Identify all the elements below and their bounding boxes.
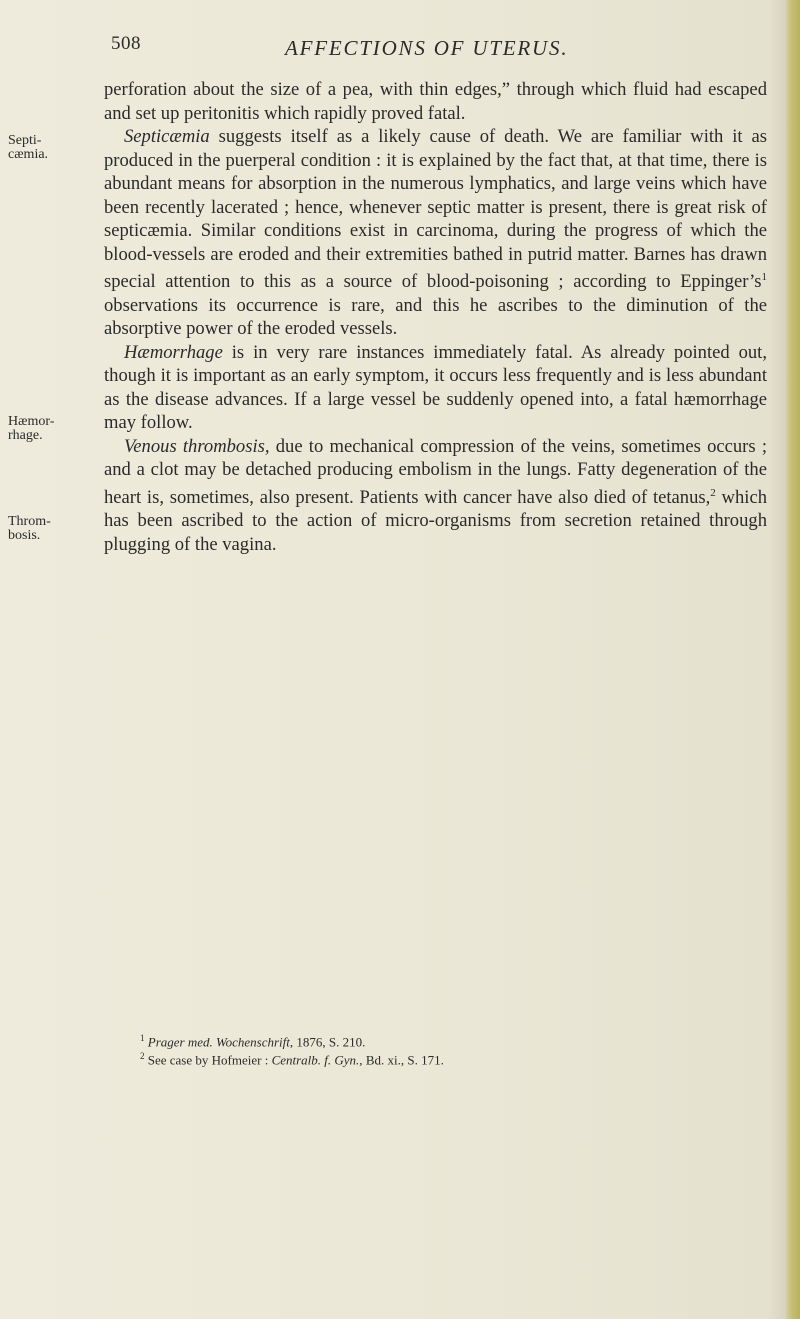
side-note-line: Hæmor- [8,414,55,429]
paragraph-text: which has been ascribed to the action of micro-organisms from secretion retained through plugging of the vagina. [104,486,767,555]
paragraph-text: observations its occurrence is rare, and this he ascribes to the diminution of the absorptive power of the eroded vessels. [104,294,767,340]
paragraph-septicaemia [104,125,767,341]
side-note-thrombosis [8,515,88,543]
running-head: AFFECTIONS OF UTERUS. [285,36,569,60]
paragraph-1 [104,78,767,125]
term-haemorrhage: Hæmorrhage [124,341,223,363]
footnote-text: 1876, S. 210. [293,1034,366,1050]
paragraph-text: suggests itself as a likely cause of death. We are familiar with it as produced in the puerperal condition : it is explained by the fact that, at that time, there is abundant means for absorption in the numerous lymphatics, and large veins which have been recently lacerated ; hence, whenever septic matter is present, there is great risk of septicæmia. Similar conditions exist in carcinoma, during the progress of which the blood-vessels are eroded and their extremities bathed in putrid matter. Barnes has drawn special attention to this as a source of blood-poisoning ; according to Eppinger’s [104,126,767,293]
term-septicaemia: Septicæmia [124,126,210,147]
footnote-2 [140,1049,740,1067]
page-edge-binding [786,0,800,1319]
paragraph-text: is in very rare instances immediately fatal. As already pointed out, though it is important as an early symptom, it occurs less frequently and is less abundant as the disease advances. If a large vessel be suddenly opened into, a fatal hæmorrhage may follow. [104,341,767,434]
side-note-line: bosis. [8,528,41,543]
footnotes [140,1031,740,1068]
paragraph-thrombosis [104,435,767,557]
footnote-ref-2: 2 [710,486,716,499]
side-note-line: rhage. [8,428,43,443]
footnote-1 [140,1031,740,1049]
footnote-text: See case by Hofmeier : [144,1052,272,1068]
footnote-text: Bd. xi., S. 171. [362,1052,444,1068]
side-note-haemorrhage [8,415,88,443]
term-venous-thrombosis: Venous thrombosis, [124,435,270,457]
side-note-line: Septi- [8,133,42,148]
paragraph-haemorrhage [104,341,767,435]
body-text [104,78,767,556]
side-note-septicaemia [8,134,88,162]
side-note-line: Throm- [8,514,51,529]
paragraph-text: due to mechanical compression of the veins, sometimes occurs ; and a clot may be detached producing embolism in the lungs. Fatty degeneration of the heart is, sometimes, also present. Patients with cancer have also died of tetanus, [104,435,767,508]
footnote-number: 1 [140,1033,145,1043]
page-number: 508 [111,33,141,54]
paragraph-1-text: perforation about the size of a pea, with thin edges,” through which fluid had escaped and set up peritonitis which rapidly proved fatal. [104,79,767,124]
side-note-line: cæmia. [8,147,49,162]
footnote-source-title: Centralb. f. Gyn., [271,1052,363,1068]
footnote-number: 2 [140,1051,145,1062]
footnote-source-title: Prager med. Wochenschrift, [147,1034,294,1050]
footnote-ref-1: 1 [761,271,767,283]
